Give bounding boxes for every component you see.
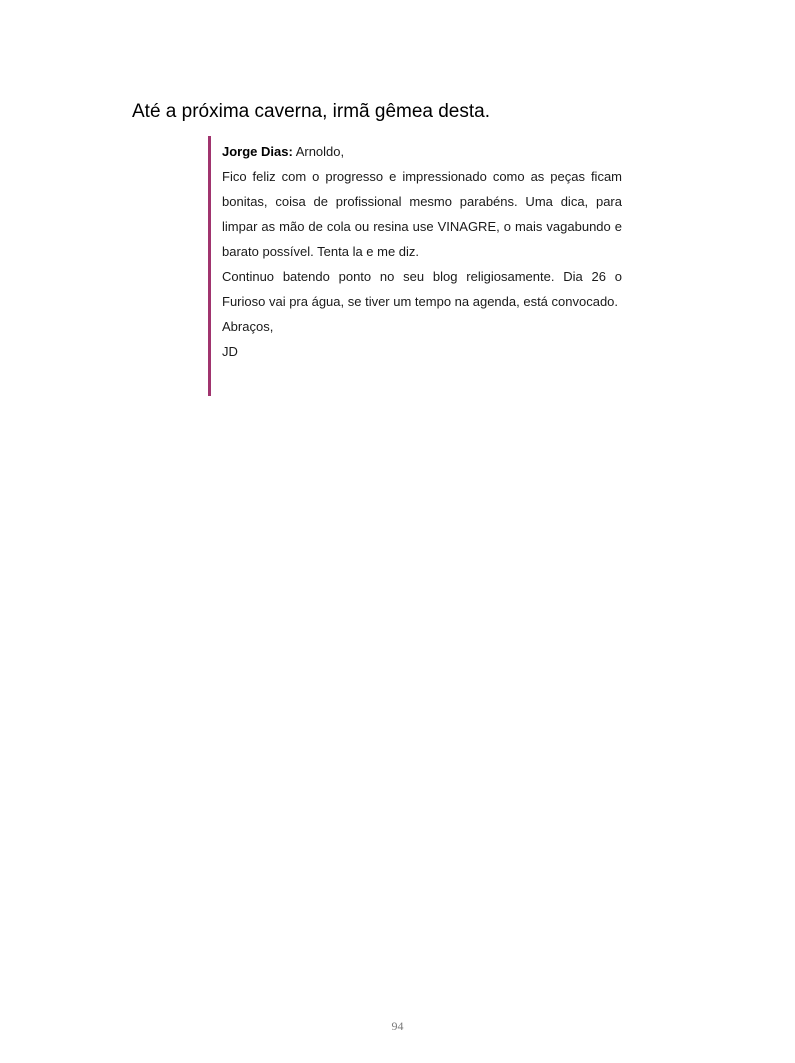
section-heading: Até a próxima caverna, irmã gêmea desta.: [132, 101, 491, 122]
comment-body: [222, 139, 622, 364]
page-number: 94: [391, 1019, 404, 1033]
comment-paragraph-2: Continuo batendo ponto no seu blog religiosamente. Dia 26 o Furioso vai pra água, se tiver um tempo na agenda, está convocado.: [222, 269, 622, 309]
comment-greeting: Arnoldo,: [292, 144, 345, 159]
comment-header: [222, 139, 622, 164]
comment-paragraph-1: Fico feliz com o progresso e impressionado como as peças ficam bonitas, coisa de profissional mesmo parabéns. Uma dica, para limpar as mão de cola ou resina use VINAGRE, o mais vagabundo e barato possível. Tenta la e me diz.: [222, 169, 622, 259]
comment-signature: JD: [222, 344, 238, 359]
comment-author: Jorge Dias:: [222, 144, 293, 159]
blog-comment: [208, 136, 622, 396]
comment-closing: Abraços,: [222, 319, 274, 334]
